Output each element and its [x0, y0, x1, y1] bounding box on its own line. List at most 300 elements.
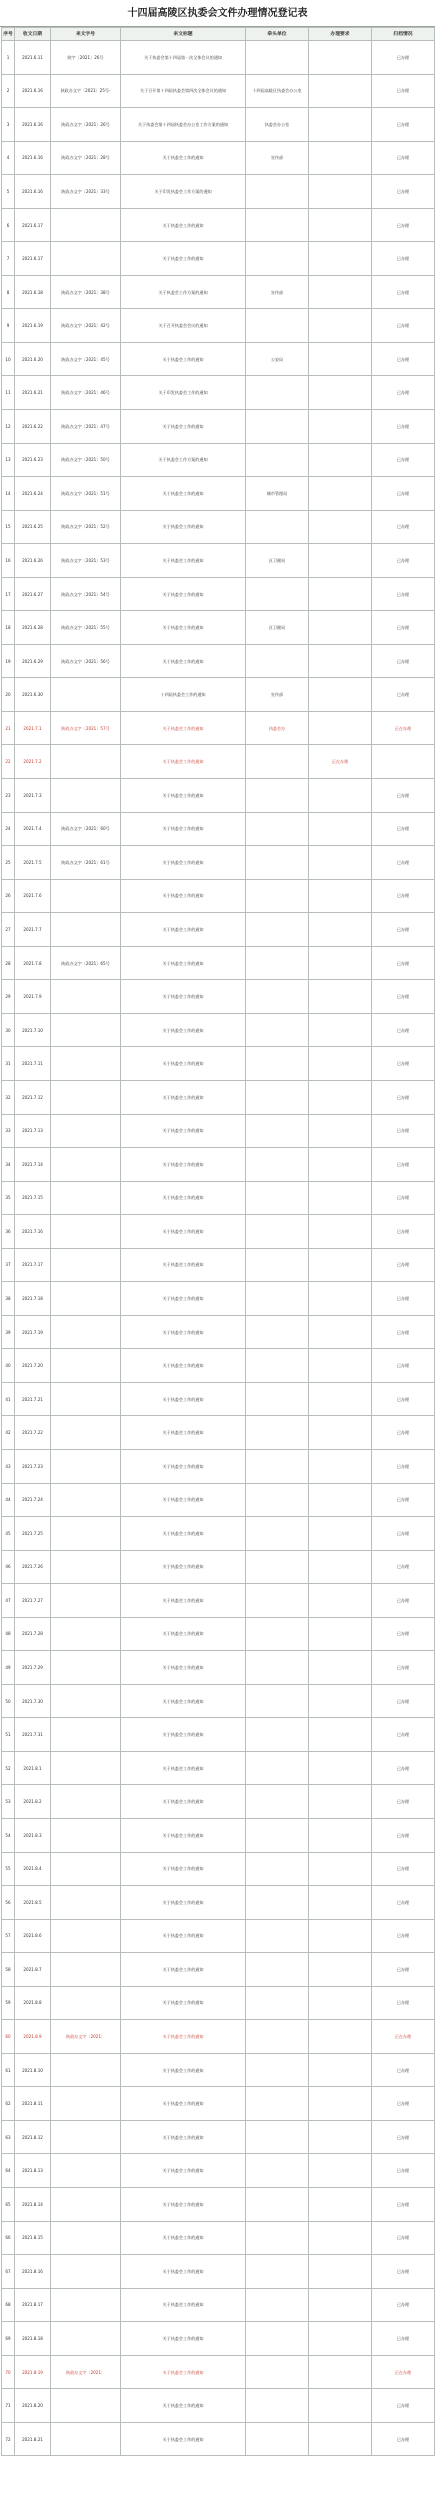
- cell-date: 2021.6.11: [15, 41, 51, 75]
- cell-ref: 陕政办文字〔2021〕60号: [51, 812, 121, 846]
- cell-date: 2021.7.25: [15, 1517, 51, 1551]
- cell-date: 2021.6.24: [15, 477, 51, 511]
- cell-no: 27: [2, 913, 15, 947]
- cell-status: 已办理: [372, 2288, 435, 2322]
- cell-dept: [246, 309, 309, 343]
- cell-status: 已办理: [372, 1315, 435, 1349]
- cell-no: 32: [2, 1080, 15, 1114]
- table-row: [2, 1986, 435, 2020]
- cell-status: 已办理: [372, 2053, 435, 2087]
- cell-ref: [51, 1080, 121, 1114]
- table-row: [2, 1852, 435, 1886]
- cell-subject: 关于执委会工作的通知: [121, 477, 246, 511]
- cell-subject: 关于执委会工作的通知: [121, 1047, 246, 1081]
- cell-ref: [51, 2188, 121, 2222]
- cell-subject: 关于执委会工作的通知: [121, 2020, 246, 2054]
- cell-dept: [246, 1315, 309, 1349]
- table-row: [2, 544, 435, 578]
- cell-no: 2: [2, 74, 15, 108]
- cell-dept: [246, 1651, 309, 1685]
- cell-status: 已办理: [372, 1248, 435, 1282]
- cell-date: 2021.8.11: [15, 2087, 51, 2121]
- table-row: [2, 510, 435, 544]
- table-row: [2, 577, 435, 611]
- cell-no: 34: [2, 1148, 15, 1182]
- cell-dept: [246, 1785, 309, 1819]
- cell-dept: 宣传部: [246, 275, 309, 309]
- cell-req: [309, 1986, 372, 2020]
- cell-date: 2021.6.16: [15, 74, 51, 108]
- cell-no: 14: [2, 477, 15, 511]
- cell-subject: 关于执委会工作的通知: [121, 2053, 246, 2087]
- cell-date: 2021.7.30: [15, 1684, 51, 1718]
- cell-status: 已办理: [372, 1483, 435, 1517]
- cell-dept: [246, 1114, 309, 1148]
- cell-no: 6: [2, 208, 15, 242]
- cell-req: [309, 275, 372, 309]
- cell-ref: [51, 1148, 121, 1182]
- cell-req: [309, 1718, 372, 1752]
- cell-ref: [51, 2053, 121, 2087]
- cell-dept: 公安局: [246, 342, 309, 376]
- cell-req: [309, 242, 372, 276]
- table-row: [2, 74, 435, 108]
- cell-no: 42: [2, 1416, 15, 1450]
- cell-status: 已办理: [372, 1080, 435, 1114]
- cell-subject: 关于执委会工作的通知: [121, 1785, 246, 1819]
- cell-ref: 陕政办文字〔2021〕42号: [51, 309, 121, 343]
- cell-dept: [246, 2221, 309, 2255]
- table-row: [2, 1617, 435, 1651]
- cell-ref: 陕政办文字〔2021〕: [51, 2020, 121, 2054]
- cell-no: 61: [2, 2053, 15, 2087]
- cell-ref: 陕政办文字〔2021〕50号: [51, 443, 121, 477]
- cell-req: [309, 1248, 372, 1282]
- cell-ref: [51, 1215, 121, 1249]
- cell-no: 33: [2, 1114, 15, 1148]
- cell-ref: [51, 2389, 121, 2423]
- cell-no: 70: [2, 2355, 15, 2389]
- cell-date: 2021.7.23: [15, 1449, 51, 1483]
- cell-subject: 关于执委会工作的通知: [121, 544, 246, 578]
- cell-ref: [51, 1181, 121, 1215]
- cell-dept: [246, 376, 309, 410]
- cell-date: 2021.8.8: [15, 1986, 51, 2020]
- cell-ref: [51, 1651, 121, 1685]
- table-row: [2, 1148, 435, 1182]
- cell-req: [309, 1483, 372, 1517]
- cell-no: 17: [2, 577, 15, 611]
- table-row: [2, 1785, 435, 1819]
- cell-req: [309, 1617, 372, 1651]
- cell-subject: 关于印发执委会工作的通知: [121, 376, 246, 410]
- cell-status: 已办理: [372, 2322, 435, 2356]
- cell-subject: 关于执委会工作的通知: [121, 1215, 246, 1249]
- cell-subject: 关于执委会工作的通知: [121, 1986, 246, 2020]
- cell-req: [309, 913, 372, 947]
- cell-no: 60: [2, 2020, 15, 2054]
- cell-subject: 关于执委会工作的通知: [121, 2087, 246, 2121]
- cell-ref: [51, 1315, 121, 1349]
- table-row: [2, 208, 435, 242]
- cell-date: 2021.7.7: [15, 913, 51, 947]
- cell-ref: 陕政办文字〔2021〕47号: [51, 410, 121, 444]
- cell-status: 已办理: [372, 2389, 435, 2423]
- cell-dept: [246, 1919, 309, 1953]
- cell-status: 已办理: [372, 242, 435, 276]
- cell-req: [309, 1517, 372, 1551]
- cell-ref: [51, 1986, 121, 2020]
- cell-dept: [246, 1215, 309, 1249]
- cell-req: [309, 1382, 372, 1416]
- cell-subject: 关于召开执委会会议的通知: [121, 309, 246, 343]
- cell-dept: [246, 846, 309, 880]
- cell-no: 44: [2, 1483, 15, 1517]
- cell-subject: 关于执委会工作方案的通知: [121, 275, 246, 309]
- cell-req: [309, 946, 372, 980]
- cell-ref: [51, 208, 121, 242]
- cell-status: 已办理: [372, 1785, 435, 1819]
- cell-req: [309, 1148, 372, 1182]
- cell-no: 43: [2, 1449, 15, 1483]
- cell-subject: 关于执委会工作的通知: [121, 1282, 246, 1316]
- cell-subject: 关于执委会工作的通知: [121, 510, 246, 544]
- cell-no: 35: [2, 1181, 15, 1215]
- cell-no: 57: [2, 1919, 15, 1953]
- cell-ref: [51, 2221, 121, 2255]
- cell-dept: [246, 1483, 309, 1517]
- cell-req: [309, 711, 372, 745]
- cell-subject: 关于执委会工作的通知: [121, 1651, 246, 1685]
- cell-date: 2021.6.27: [15, 577, 51, 611]
- cell-req: [309, 1852, 372, 1886]
- cell-req: [309, 443, 372, 477]
- cell-req: [309, 510, 372, 544]
- cell-date: 2021.8.4: [15, 1852, 51, 1886]
- col-header-req: 办理要求: [309, 28, 372, 41]
- cell-req: [309, 309, 372, 343]
- cell-dept: [246, 1751, 309, 1785]
- cell-status: 已办理: [372, 1852, 435, 1886]
- cell-dept: [246, 1449, 309, 1483]
- cell-req: [309, 2422, 372, 2456]
- cell-ref: [51, 1550, 121, 1584]
- page-title: 十四届高陵区执委会文件办理情况登记表: [0, 0, 435, 27]
- cell-ref: [51, 1953, 121, 1987]
- cell-date: 2021.7.31: [15, 1718, 51, 1752]
- cell-no: 52: [2, 1751, 15, 1785]
- cell-dept: [246, 1013, 309, 1047]
- cell-subject: 关于执委会工作的通知: [121, 2154, 246, 2188]
- table-row: [2, 1047, 435, 1081]
- cell-ref: [51, 1584, 121, 1618]
- cell-req: [309, 477, 372, 511]
- cell-status: 已办理: [372, 2154, 435, 2188]
- cell-date: 2021.6.26: [15, 544, 51, 578]
- cell-date: 2021.8.7: [15, 1953, 51, 1987]
- table-row: [2, 1282, 435, 1316]
- cell-date: 2021.7.19: [15, 1315, 51, 1349]
- cell-date: 2021.6.29: [15, 644, 51, 678]
- cell-subject: 关于执委会工作方案的通知: [121, 443, 246, 477]
- cell-ref: [51, 1248, 121, 1282]
- cell-no: 40: [2, 1349, 15, 1383]
- cell-dept: [246, 1282, 309, 1316]
- cell-status: 已办理: [372, 141, 435, 175]
- table-row: [2, 2154, 435, 2188]
- cell-req: [309, 544, 372, 578]
- cell-req: [309, 1919, 372, 1953]
- cell-status: 已办理: [372, 309, 435, 343]
- cell-dept: [246, 1047, 309, 1081]
- cell-subject: 关于执委会工作的通知: [121, 342, 246, 376]
- cell-req: [309, 1886, 372, 1920]
- cell-status: 已办理: [372, 779, 435, 813]
- cell-ref: [51, 980, 121, 1014]
- cell-dept: 区卫健局: [246, 611, 309, 645]
- table-row: [2, 2221, 435, 2255]
- cell-status: 已办理: [372, 275, 435, 309]
- cell-dept: [246, 2020, 309, 2054]
- cell-date: 2021.8.14: [15, 2188, 51, 2222]
- cell-subject: 关于执委会工作的通知: [121, 1584, 246, 1618]
- cell-req: [309, 1013, 372, 1047]
- table-row: [2, 2188, 435, 2222]
- cell-req: [309, 879, 372, 913]
- cell-status: 已办理: [372, 1718, 435, 1752]
- cell-dept: [246, 2355, 309, 2389]
- cell-no: 47: [2, 1584, 15, 1618]
- cell-req: [309, 1651, 372, 1685]
- cell-req: [309, 108, 372, 142]
- table-row: [2, 141, 435, 175]
- cell-subject: 关于执委会工作的通知: [121, 141, 246, 175]
- cell-status: 已办理: [372, 846, 435, 880]
- cell-dept: [246, 1852, 309, 1886]
- cell-no: 30: [2, 1013, 15, 1047]
- cell-ref: 陕字〔2021〕26号: [51, 41, 121, 75]
- cell-subject: 关于执委会工作的通知: [121, 1416, 246, 1450]
- cell-dept: [246, 745, 309, 779]
- cell-date: 2021.8.6: [15, 1919, 51, 1953]
- cell-date: 2021.6.22: [15, 410, 51, 444]
- cell-req: [309, 41, 372, 75]
- cell-ref: 陕政办文字〔2021〕53号: [51, 544, 121, 578]
- cell-date: 2021.6.23: [15, 443, 51, 477]
- cell-status: 已办理: [372, 1148, 435, 1182]
- cell-subject: 关于执委会工作的通知: [121, 410, 246, 444]
- cell-req: [309, 678, 372, 712]
- cell-status: 已办理: [372, 1181, 435, 1215]
- table-row: [2, 1818, 435, 1852]
- cell-dept: [246, 242, 309, 276]
- cell-ref: [51, 913, 121, 947]
- table-row: [2, 376, 435, 410]
- cell-req: [309, 2355, 372, 2389]
- cell-subject: 关于执委会工作的通知: [121, 980, 246, 1014]
- table-row: [2, 1315, 435, 1349]
- header-row: [2, 28, 435, 41]
- cell-date: 2021.7.21: [15, 1382, 51, 1416]
- cell-date: 2021.8.16: [15, 2255, 51, 2289]
- cell-date: 2021.8.15: [15, 2221, 51, 2255]
- table-row: [2, 1215, 435, 1249]
- cell-status: 已办理: [372, 879, 435, 913]
- cell-dept: [246, 2422, 309, 2456]
- cell-req: [309, 342, 372, 376]
- cell-ref: [51, 1919, 121, 1953]
- cell-subject: 关于执委会工作的通知: [121, 812, 246, 846]
- cell-ref: 陕政办文字〔2021〕65号: [51, 946, 121, 980]
- col-header-status: 归档情况: [372, 28, 435, 41]
- cell-req: [309, 2188, 372, 2222]
- cell-no: 67: [2, 2255, 15, 2289]
- cell-req: [309, 1953, 372, 1987]
- cell-ref: 陕政办文字〔2021〕46号: [51, 376, 121, 410]
- table-row: [2, 644, 435, 678]
- cell-subject: 关于执委会工作的通知: [121, 1886, 246, 1920]
- cell-subject: 关于执委会工作的通知: [121, 1919, 246, 1953]
- table-row: [2, 1248, 435, 1282]
- cell-date: 2021.6.17: [15, 242, 51, 276]
- cell-dept: [246, 2154, 309, 2188]
- cell-subject: 关于执委会工作的通知: [121, 2255, 246, 2289]
- cell-ref: [51, 2322, 121, 2356]
- cell-date: 2021.6.18: [15, 275, 51, 309]
- cell-subject: 关于执委会工作的通知: [121, 1852, 246, 1886]
- cell-date: 2021.8.20: [15, 2389, 51, 2423]
- cell-status: 已办理: [372, 1617, 435, 1651]
- cell-ref: [51, 1517, 121, 1551]
- cell-req: [309, 846, 372, 880]
- table-row: [2, 879, 435, 913]
- cell-date: 2021.6.25: [15, 510, 51, 544]
- cell-dept: [246, 2053, 309, 2087]
- cell-status: 已办理: [372, 1382, 435, 1416]
- cell-subject: 关于执委会工作的通知: [121, 2288, 246, 2322]
- cell-status: 已办理: [372, 477, 435, 511]
- cell-req: [309, 2120, 372, 2154]
- cell-subject: 关于召开第十四届执委会第四次全体会议的通知: [121, 74, 246, 108]
- cell-subject: 关于执委会工作的通知: [121, 2221, 246, 2255]
- table-row: [2, 41, 435, 75]
- table-row: [2, 309, 435, 343]
- cell-dept: [246, 1684, 309, 1718]
- cell-no: 16: [2, 544, 15, 578]
- cell-status: 已办理: [372, 1684, 435, 1718]
- cell-status: 正在办理: [372, 2355, 435, 2389]
- register-table: [1, 27, 435, 2456]
- table-row: [2, 846, 435, 880]
- cell-no: 19: [2, 644, 15, 678]
- cell-subject: 关于执委会工作的通知: [121, 1148, 246, 1182]
- table-row: [2, 2087, 435, 2121]
- cell-dept: [246, 1416, 309, 1450]
- cell-subject: 关于执委会工作的通知: [121, 208, 246, 242]
- cell-ref: [51, 242, 121, 276]
- cell-ref: 陕政办文字〔2021〕56号: [51, 644, 121, 678]
- cell-no: 36: [2, 1215, 15, 1249]
- cell-req: [309, 1449, 372, 1483]
- cell-date: 2021.7.26: [15, 1550, 51, 1584]
- cell-date: 2021.7.14: [15, 1148, 51, 1182]
- cell-date: 2021.6.21: [15, 376, 51, 410]
- table-row: [2, 1013, 435, 1047]
- cell-no: 20: [2, 678, 15, 712]
- table-row: [2, 946, 435, 980]
- cell-dept: [246, 1517, 309, 1551]
- cell-date: 2021.7.10: [15, 1013, 51, 1047]
- cell-status: 已办理: [372, 208, 435, 242]
- cell-no: 21: [2, 711, 15, 745]
- cell-status: 已办理: [372, 342, 435, 376]
- cell-subject: 关于执委会工作的通知: [121, 779, 246, 813]
- table-row: [2, 1684, 435, 1718]
- cell-status: 正在办理: [372, 711, 435, 745]
- cell-ref: [51, 2288, 121, 2322]
- cell-subject: 关于执委会工作的通知: [121, 1382, 246, 1416]
- table-row: [2, 1349, 435, 1383]
- cell-status: 已办理: [372, 611, 435, 645]
- cell-dept: [246, 1248, 309, 1282]
- cell-date: 2021.7.20: [15, 1349, 51, 1383]
- cell-dept: [246, 779, 309, 813]
- cell-no: 71: [2, 2389, 15, 2423]
- cell-date: 2021.6.17: [15, 208, 51, 242]
- cell-ref: [51, 1349, 121, 1383]
- cell-status: 已办理: [372, 1215, 435, 1249]
- cell-subject: 关于印发执委会工作方案的通知: [121, 175, 246, 209]
- cell-no: 51: [2, 1718, 15, 1752]
- cell-ref: [51, 1785, 121, 1819]
- cell-subject: 关于执委会第十四届执委会办公室工作方案的通知: [121, 108, 246, 142]
- table-row: [2, 108, 435, 142]
- cell-no: 41: [2, 1382, 15, 1416]
- cell-no: 25: [2, 846, 15, 880]
- col-header-ref: 来文字号: [51, 28, 121, 41]
- cell-status: 已办理: [372, 1047, 435, 1081]
- cell-dept: 执委会办公室: [246, 108, 309, 142]
- cell-status: 已办理: [372, 41, 435, 75]
- cell-req: [309, 2020, 372, 2054]
- table-row: [2, 1751, 435, 1785]
- cell-no: 69: [2, 2322, 15, 2356]
- cell-no: 64: [2, 2154, 15, 2188]
- cell-status: 已办理: [372, 1349, 435, 1383]
- cell-no: 56: [2, 1886, 15, 1920]
- cell-subject: 关于执委会工作的通知: [121, 1349, 246, 1383]
- cell-dept: 十四届高陵区执委会办公室: [246, 74, 309, 108]
- cell-subject: 关于执委会工作的通知: [121, 946, 246, 980]
- cell-no: 58: [2, 1953, 15, 1987]
- cell-status: 已办理: [372, 2120, 435, 2154]
- table-row: [2, 1416, 435, 1450]
- cell-subject: 关于执委会第十四届第一次全体会议的通知: [121, 41, 246, 75]
- cell-status: 已办理: [372, 2188, 435, 2222]
- cell-status: 已办理: [372, 2422, 435, 2456]
- cell-date: 2021.7.11: [15, 1047, 51, 1081]
- cell-req: [309, 208, 372, 242]
- cell-dept: [246, 1986, 309, 2020]
- cell-ref: [51, 1617, 121, 1651]
- cell-no: 11: [2, 376, 15, 410]
- cell-ref: 陕政办文字〔2021〕25号-: [51, 74, 121, 108]
- cell-date: 2021.8.9: [15, 2020, 51, 2054]
- cell-subject: 关于执委会工作的通知: [121, 1483, 246, 1517]
- cell-ref: [51, 1718, 121, 1752]
- table-row: [2, 2053, 435, 2087]
- cell-dept: [246, 644, 309, 678]
